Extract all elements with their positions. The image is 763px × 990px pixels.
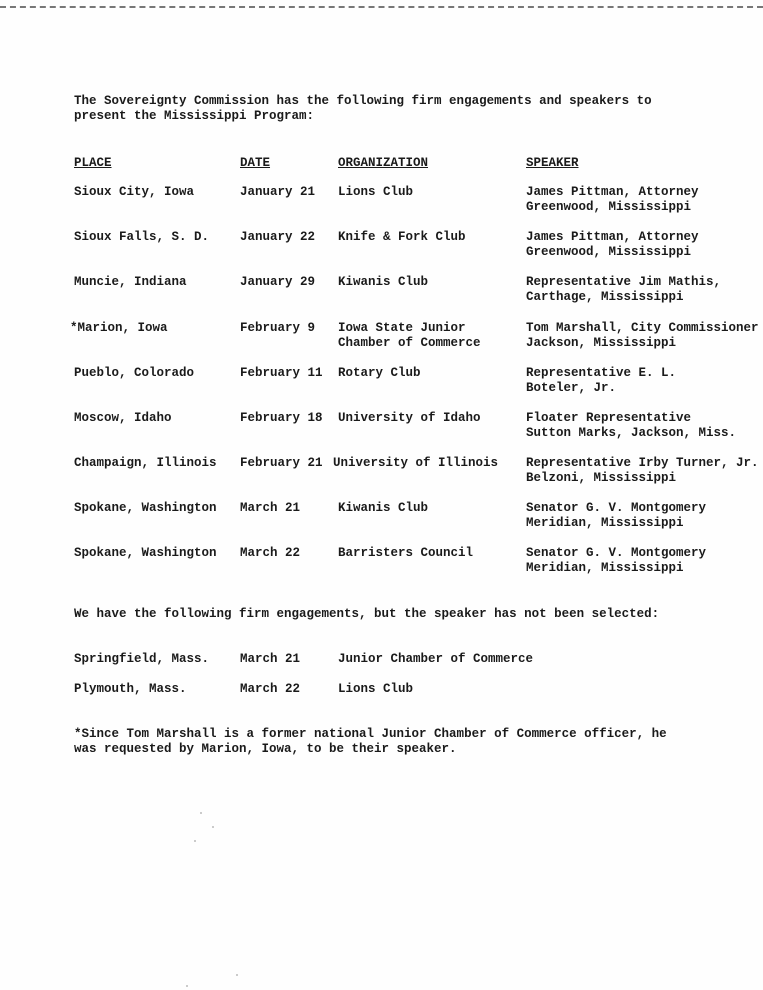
date-cell: February 18 — [240, 411, 323, 425]
organization-cell: Knife & Fork Club — [338, 230, 466, 244]
table-row — [0, 682, 763, 698]
speaker-line: Sutton Marks, Jackson, Miss. — [526, 426, 737, 440]
header-speaker: SPEAKER — [526, 156, 579, 170]
place-cell: Champaign, Illinois — [74, 456, 217, 470]
scan-speck — [200, 812, 202, 814]
speaker-cell — [526, 230, 699, 260]
speaker-cell — [526, 185, 699, 215]
place-cell: Moscow, Idaho — [74, 411, 172, 425]
organization-line: Chamber of Commerce — [338, 336, 481, 350]
date-cell: March 22 — [240, 546, 301, 560]
place-cell: Spokane, Washington — [74, 501, 217, 515]
intro-paragraph — [74, 94, 652, 124]
speaker-cell — [526, 366, 676, 396]
speaker-line: Greenwood, Mississippi — [526, 245, 692, 259]
page-top-edge — [0, 0, 763, 8]
place-cell: Pueblo, Colorado — [74, 366, 195, 380]
place-cell: Plymouth, Mass. — [74, 682, 187, 696]
speaker-line: Senator G. V. Montgomery — [526, 501, 707, 515]
organization-cell: Rotary Club — [338, 366, 421, 380]
date-cell: February 9 — [240, 321, 316, 335]
speaker-line: James Pittman, Attorney — [526, 230, 699, 244]
table-row — [0, 275, 763, 307]
place-cell: Sioux Falls, S. D. — [74, 230, 210, 244]
table-row — [0, 546, 763, 578]
organization-line: Iowa State Junior — [338, 321, 466, 335]
place-cell: Muncie, Indiana — [74, 275, 187, 289]
speaker-cell — [526, 411, 736, 441]
organization-cell: Barristers Council — [338, 546, 474, 560]
scan-speck — [186, 985, 188, 987]
date-cell: February 11 — [240, 366, 323, 380]
speaker-line: Representative E. L. — [526, 366, 677, 380]
speaker-line: Meridian, Mississippi — [526, 516, 684, 530]
intro-line: The Sovereignty Commission has the following firm engagements and speakers to — [74, 94, 652, 108]
organization-cell: Kiwanis Club — [338, 275, 429, 289]
table-row — [0, 230, 763, 262]
date-cell: January 22 — [240, 230, 316, 244]
speaker-line: Tom Marshall, City Commissioner — [526, 321, 759, 335]
speaker-cell — [526, 501, 706, 531]
intro-line: present the Mississippi Program: — [74, 109, 315, 123]
speaker-line: Jackson, Mississippi — [526, 336, 677, 350]
speaker-cell — [526, 275, 721, 305]
table-row — [0, 321, 763, 353]
organization-cell: Kiwanis Club — [338, 501, 429, 515]
date-cell: March 22 — [240, 682, 301, 696]
date-cell: March 21 — [240, 501, 301, 515]
speaker-line: Floater Representative — [526, 411, 692, 425]
speaker-line: Senator G. V. Montgomery — [526, 546, 707, 560]
scan-speck — [194, 840, 196, 842]
speaker-line: Representative Irby Turner, Jr. — [526, 456, 759, 470]
date-cell: January 21 — [240, 185, 316, 199]
place-cell: *Marion, Iowa — [70, 321, 168, 335]
speaker-line: Representative Jim Mathis, — [526, 275, 722, 289]
organization-cell: University of Idaho — [338, 411, 481, 425]
date-cell: March 21 — [240, 652, 301, 666]
speaker-line: Greenwood, Mississippi — [526, 200, 692, 214]
header-organization: ORGANIZATION — [338, 156, 429, 170]
scan-speck — [212, 826, 214, 828]
footnote-line: was requested by Marion, Iowa, to be their speaker. — [74, 742, 457, 756]
table-row — [0, 185, 763, 217]
date-cell: February 21 — [240, 456, 323, 470]
speaker-line: Belzoni, Mississippi — [526, 471, 677, 485]
table-row — [0, 366, 763, 398]
organization-cell: Lions Club — [338, 185, 414, 199]
speaker-cell — [526, 321, 759, 351]
speaker-line: Boteler, Jr. — [526, 381, 617, 395]
table-row — [0, 456, 763, 488]
footnote — [74, 727, 667, 757]
place-cell: Sioux City, Iowa — [74, 185, 195, 199]
speaker-line: Meridian, Mississippi — [526, 561, 684, 575]
speaker-line: Carthage, Mississippi — [526, 290, 684, 304]
speaker-cell — [526, 456, 759, 486]
organization-cell: Lions Club — [338, 682, 414, 696]
no-speaker-intro: We have the following firm engagements, but the speaker has not been selected: — [74, 607, 660, 621]
organization-cell: Junior Chamber of Commerce — [338, 652, 534, 666]
table-row — [0, 411, 763, 443]
footnote-line: *Since Tom Marshall is a former national Junior Chamber of Commerce officer, he — [74, 727, 667, 741]
place-cell: Spokane, Washington — [74, 546, 217, 560]
organization-cell — [338, 321, 481, 351]
date-cell: January 29 — [240, 275, 316, 289]
speaker-line: James Pittman, Attorney — [526, 185, 699, 199]
speaker-cell — [526, 546, 706, 576]
table-row — [0, 652, 763, 668]
organization-cell: University of Illinois — [333, 456, 499, 470]
header-place: PLACE — [74, 156, 112, 170]
table-row — [0, 501, 763, 533]
scan-speck — [236, 974, 238, 976]
place-cell: Springfield, Mass. — [74, 652, 210, 666]
header-date: DATE — [240, 156, 271, 170]
